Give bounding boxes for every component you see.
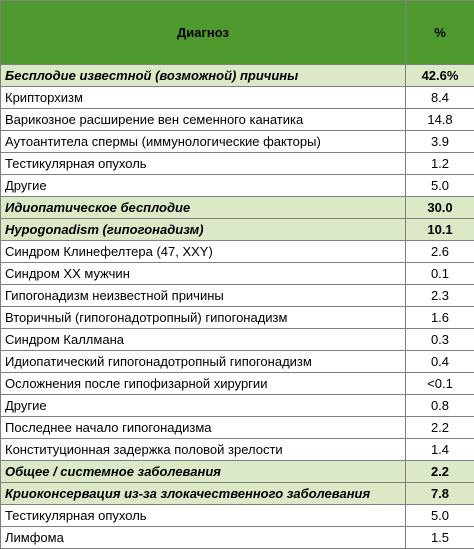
table-group-row	[1, 219, 474, 241]
diagnosis-cell: Криоконсервация из-за злокачественного заболевания	[1, 483, 406, 505]
percent-cell: 2.2	[406, 461, 474, 483]
diagnosis-cell: Синдром XX мужчин	[1, 263, 406, 285]
table-row	[1, 373, 474, 395]
diagnosis-cell: Синдром Клинефелтера (47, XXY)	[1, 241, 406, 263]
percent-cell: 2.6	[406, 241, 474, 263]
table-row	[1, 109, 474, 131]
percent-cell: 0.1	[406, 263, 474, 285]
table-group-row	[1, 65, 474, 87]
percent-cell: 0.3	[406, 329, 474, 351]
diagnosis-cell: Hypogonadism (гипогонадизм)	[1, 219, 406, 241]
diagnosis-cell: Другие	[1, 175, 406, 197]
diagnosis-cell: Бесплодие известной (возможной) причины	[1, 65, 406, 87]
table-row	[1, 395, 474, 417]
table-row	[1, 505, 474, 527]
percent-cell: 5.0	[406, 505, 474, 527]
table-row	[1, 241, 474, 263]
percent-cell: 5.0	[406, 175, 474, 197]
table-row	[1, 285, 474, 307]
diagnosis-cell: Тестикулярная опухоль	[1, 153, 406, 175]
table-row	[1, 153, 474, 175]
diagnosis-cell: Идиопатическое бесплодие	[1, 197, 406, 219]
percent-cell: 1.4	[406, 439, 474, 461]
diagnosis-cell: Вторичный (гипогонадотропный) гипогонадизм	[1, 307, 406, 329]
percent-cell: 1.2	[406, 153, 474, 175]
table-row	[1, 175, 474, 197]
percent-cell: 3.9	[406, 131, 474, 153]
diagnosis-cell: Последнее начало гипогонадизма	[1, 417, 406, 439]
table-row	[1, 263, 474, 285]
table-row	[1, 527, 474, 549]
table-group-row	[1, 483, 474, 505]
diagnosis-cell: Варикозное расширение вен семенного канатика	[1, 109, 406, 131]
diagnosis-cell: Гипогонадизм неизвестной причины	[1, 285, 406, 307]
diagnosis-cell: Лимфома	[1, 527, 406, 549]
percent-cell: 1.6	[406, 307, 474, 329]
table-body	[1, 65, 474, 549]
percent-cell: 2.2	[406, 417, 474, 439]
table-row	[1, 329, 474, 351]
diagnosis-cell: Другие	[1, 395, 406, 417]
table-group-row	[1, 197, 474, 219]
diagnosis-cell: Синдром Каллмана	[1, 329, 406, 351]
percent-cell: 8.4	[406, 87, 474, 109]
diagnosis-cell: Идиопатический гипогонадотропный гипогонадизм	[1, 351, 406, 373]
header-percent: %	[406, 1, 474, 65]
table-row	[1, 131, 474, 153]
percent-cell: 0.4	[406, 351, 474, 373]
percent-cell: 2.3	[406, 285, 474, 307]
percent-cell: 30.0	[406, 197, 474, 219]
percent-cell: 10.1	[406, 219, 474, 241]
percent-cell: 14.8	[406, 109, 474, 131]
percent-cell: 1.5	[406, 527, 474, 549]
diagnosis-cell: Крипторхизм	[1, 87, 406, 109]
percent-cell: <0.1	[406, 373, 474, 395]
table-group-row	[1, 461, 474, 483]
percent-cell: 7.8	[406, 483, 474, 505]
diagnosis-cell: Общее / системное заболевания	[1, 461, 406, 483]
table-row	[1, 307, 474, 329]
diagnosis-cell: Аутоантитела спермы (иммунологические факторы)	[1, 131, 406, 153]
diagnosis-cell: Осложнения после гипофизарной хирургии	[1, 373, 406, 395]
table-row	[1, 417, 474, 439]
percent-cell: 0.8	[406, 395, 474, 417]
diagnosis-cell: Конституционная задержка половой зрелости	[1, 439, 406, 461]
table-row	[1, 439, 474, 461]
table-row	[1, 87, 474, 109]
diagnosis-cell: Тестикулярная опухоль	[1, 505, 406, 527]
table-row	[1, 351, 474, 373]
header-row	[1, 1, 474, 65]
percent-cell: 42.6%	[406, 65, 474, 87]
header-diagnosis: Диагноз	[1, 1, 406, 65]
